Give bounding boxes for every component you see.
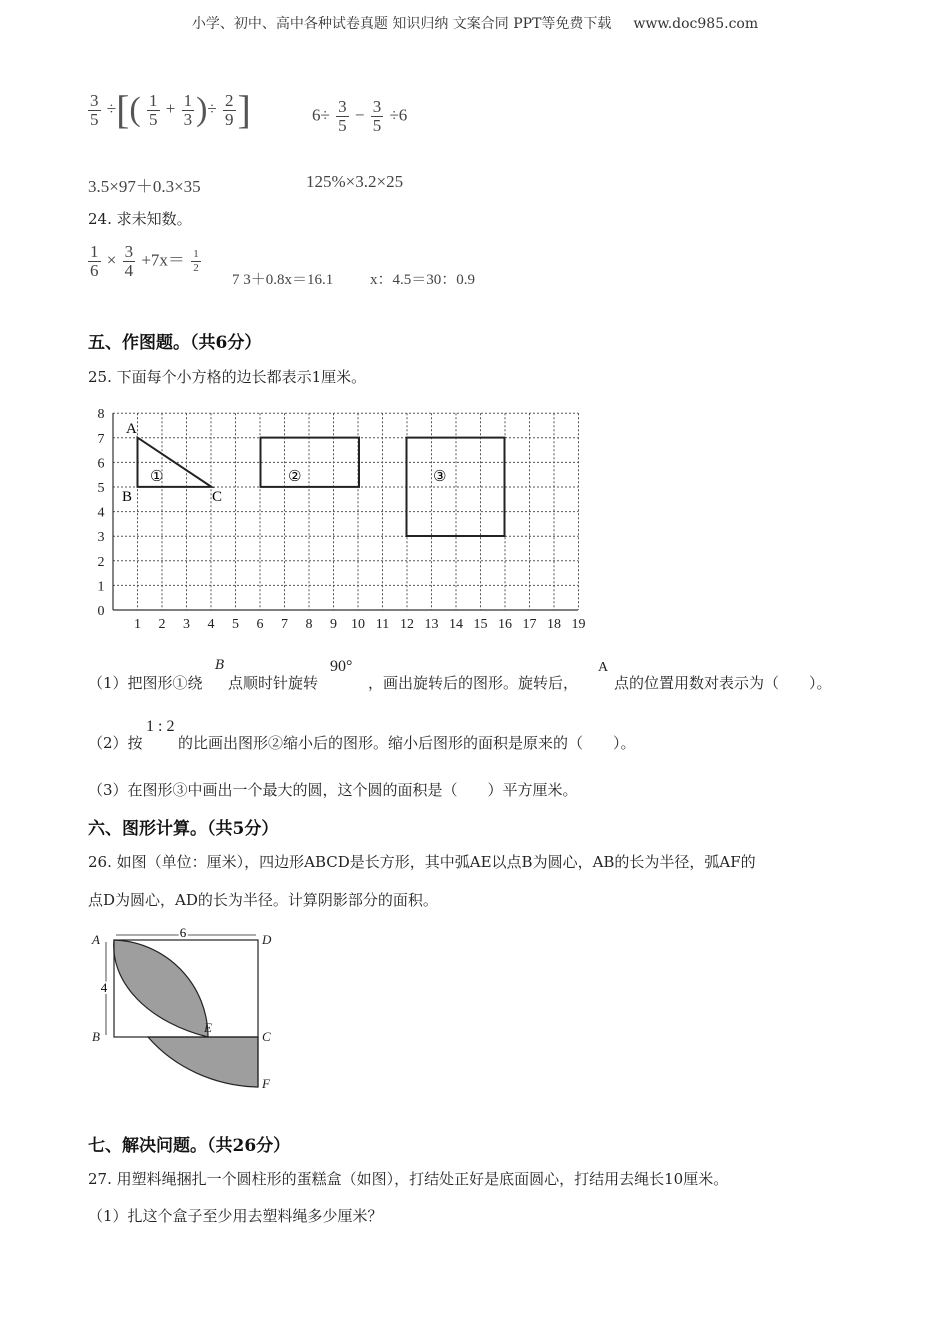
right-paren: ) xyxy=(196,91,208,128)
left-bracket: [ xyxy=(116,87,130,132)
y-tick-label: 0 xyxy=(97,604,105,619)
x-tick-label: 7 xyxy=(281,617,288,632)
question-25-part-3: （3）在图形③中画出一个最大的圆，这个圆的面积是（ ）平方厘米。 xyxy=(88,781,578,799)
section-6-title: 六、图形计算。（共5分） xyxy=(88,819,279,839)
question-27-line-1: 27. 用塑料绳捆扎一个圆柱形的蛋糕盒（如图），打结处正好是底面圆心，打结用去绳长10厘米。 xyxy=(88,1170,729,1188)
shape-2-label: ② xyxy=(288,467,302,485)
fraction: $\frac{3}{5}$ xyxy=(372,97,382,135)
point-e-label: E xyxy=(204,1020,212,1035)
x-tick-label: 9 xyxy=(330,617,337,632)
shaded-region-lower xyxy=(148,1037,258,1087)
page-header xyxy=(0,13,950,33)
x-tick-label: 5 xyxy=(232,617,239,632)
x-tick-label: 15 xyxy=(473,617,488,632)
x-tick-label: 4 xyxy=(207,617,215,632)
shape-1-label: ① xyxy=(150,467,164,485)
point-a-label: A xyxy=(126,421,137,437)
calc-expression-2: 6÷ $\frac{3}{5}$ − $\frac{3}{5}$ ÷6 xyxy=(312,97,408,135)
width-label: 6 xyxy=(179,925,187,940)
x-tick-label: 1 xyxy=(134,617,141,632)
fraction: $\frac{1}{2}$ xyxy=(193,248,199,274)
equation-2: 7 3＋0.8x＝16.1 xyxy=(232,272,334,288)
fraction: $\frac{3}{5}$ xyxy=(338,97,347,135)
x-tick-label: 19 xyxy=(571,617,586,632)
shape-3-label: ③ xyxy=(433,467,447,485)
point-c-label: C xyxy=(212,489,223,505)
x-tick-label: 18 xyxy=(547,617,561,632)
x-tick-label: 16 xyxy=(498,617,512,632)
right-bracket: ] xyxy=(237,87,251,132)
fraction: $\frac{1}{6}$ xyxy=(90,242,99,280)
equation-3: x：4.5＝30：0.9 xyxy=(370,272,476,288)
x-tick-label: 11 xyxy=(375,617,390,632)
y-tick-label: 6 xyxy=(97,456,105,472)
x-tick-label: 8 xyxy=(305,617,313,632)
y-tick-label: 3 xyxy=(97,530,105,546)
shaded-area-figure xyxy=(86,922,286,1094)
y-tick-label: 7 xyxy=(97,431,105,447)
question-25-title: 25. 下面每个小方格的边长都表示1厘米。 xyxy=(88,368,367,386)
fraction: $\frac{2}{9}$ xyxy=(225,90,234,129)
y-tick-label: 4 xyxy=(97,505,105,521)
x-tick-label: 10 xyxy=(351,617,365,632)
x-tick-label: 3 xyxy=(183,617,190,632)
y-tick-label: 2 xyxy=(97,554,105,570)
triangle-shape-1 xyxy=(138,438,212,487)
coordinate-grid xyxy=(88,400,598,635)
calc-expression-4: 125%×3.2×25 xyxy=(306,172,404,191)
question-26-line-2: 点D为圆心，AD的长为半径。计算阴影部分的面积。 xyxy=(88,891,438,909)
y-tick-label: 1 xyxy=(97,579,105,595)
point-b-label: B xyxy=(92,1029,100,1044)
height-label: 4 xyxy=(100,980,108,995)
question-24-title: 24. 求未知数。 xyxy=(88,210,192,228)
x-tick-label: 2 xyxy=(158,617,166,632)
fraction: $\frac{3}{5}$ xyxy=(90,90,99,129)
question-26-line-1: 26. 如图（单位：厘米），四边形ABCD是长方形，其中弧AE以点B为圆心，AB的长为半径，弧AF的 xyxy=(88,853,756,871)
x-tick-label: 14 xyxy=(449,617,463,632)
section-7-title: 七、解决问题。（共26分） xyxy=(88,1136,291,1156)
point-a-label: A xyxy=(92,932,100,947)
y-tick-label: 8 xyxy=(97,407,105,423)
point-b-label: B xyxy=(122,489,133,505)
equation-1: $\frac{1}{6}$ × $\frac{3}{4}$ +7x＝ $\frac{1}{2}$ xyxy=(90,242,199,280)
point-f-label: F xyxy=(262,1076,270,1091)
x-tick-label: 17 xyxy=(522,617,537,632)
fraction: $\frac{1}{3}$ xyxy=(183,90,193,129)
x-tick-label: 13 xyxy=(424,617,439,632)
y-tick-label: 5 xyxy=(97,481,105,496)
header-site: www.doc985.com xyxy=(633,16,759,32)
question-27-part-1: （1）扎这个盒子至少用去塑料绳多少厘米？ xyxy=(88,1207,383,1225)
x-tick-label: 6 xyxy=(256,617,264,632)
fraction: $\frac{1}{5}$ xyxy=(149,90,158,129)
calc-expression-1: $\frac{3}{5}$ ÷[( $\frac{1}{5}$ + $\frac{1}{3}$ )÷ $\frac{2}{9}$ ] xyxy=(90,87,251,132)
calc-expression-3: 3.5×97＋0.3×35 xyxy=(88,177,201,196)
point-c-label: C xyxy=(262,1029,271,1044)
header-text: 小学、初中、高中各种试卷真题 知识归纳 文案合同 PPT等免费下载 xyxy=(191,16,612,32)
section-5-title: 五、作图题。（共6分） xyxy=(88,333,262,353)
fraction: $\frac{3}{4}$ xyxy=(124,242,134,280)
point-d-label: D xyxy=(262,932,272,947)
x-tick-label: 12 xyxy=(400,617,414,632)
left-paren: ( xyxy=(129,91,141,128)
